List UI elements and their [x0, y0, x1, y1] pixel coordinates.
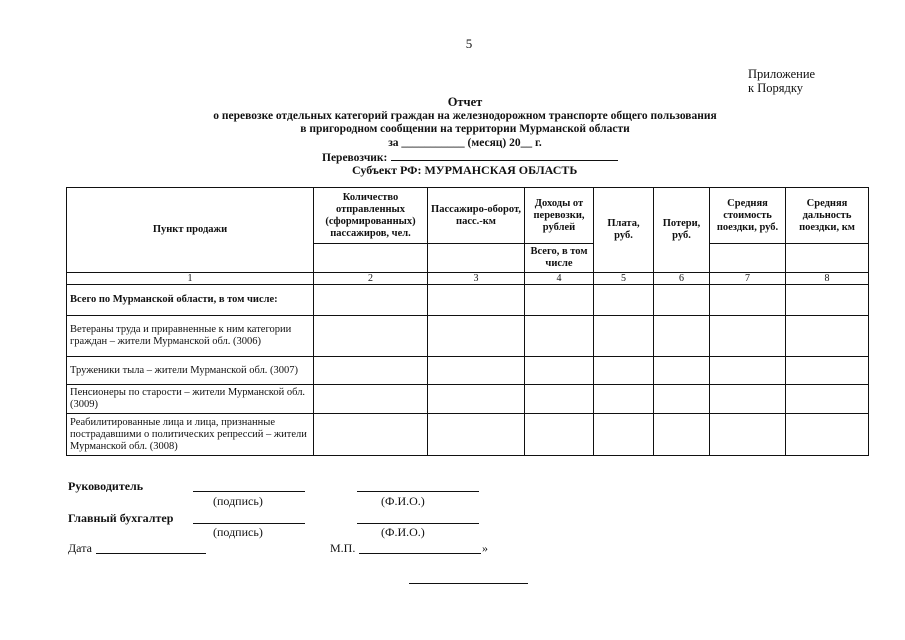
row-label: Ветераны труда и приравненные к ним категории граждан – жители Мурманской обл. (3006)	[67, 316, 314, 357]
carrier-blank-line	[391, 150, 618, 161]
col-number: 1	[67, 273, 314, 285]
title-line-1: Отчет	[447, 95, 483, 109]
table-row	[67, 285, 869, 316]
appendix-note	[748, 67, 815, 95]
row-label: Труженики тыла – жители Мурманской обл. (3007)	[67, 357, 314, 385]
header-turnover-sub	[428, 244, 525, 273]
title-line-4: за ___________ (месяц) 20__ г.	[388, 136, 542, 149]
carrier-label: Перевозчик:	[322, 152, 388, 164]
accountant-name-line	[357, 523, 479, 524]
header-fee: Плата, руб.	[594, 188, 654, 273]
stamp-line	[359, 553, 481, 554]
header-point: Пункт продажи	[67, 188, 314, 273]
head-name-hint: (Ф.И.О.)	[381, 494, 425, 508]
col-number: 4	[525, 273, 594, 285]
stamp-label: М.П.	[330, 541, 356, 555]
appendix-line-2: к Порядку	[748, 81, 803, 95]
col-number: 3	[428, 273, 525, 285]
head-name-line	[357, 491, 479, 492]
carrier-field	[322, 150, 618, 164]
header-count: Количество отправленных (сформированных) пассажиров, чел.	[314, 188, 428, 244]
row-label: Всего по Мурманской области, в том числе:	[67, 285, 314, 316]
header-count-sub	[314, 244, 428, 273]
accountant-name-hint: (Ф.И.О.)	[381, 525, 425, 539]
header-avg-cost-sub	[710, 244, 786, 273]
col-number: 6	[654, 273, 710, 285]
report-table	[66, 187, 869, 456]
table-row	[67, 414, 869, 456]
title-line-2: о перевозке отдельных категорий граждан на железнодорожном транспорте общего пользования	[213, 109, 717, 122]
table-row	[67, 316, 869, 357]
col-number: 7	[710, 273, 786, 285]
title-line-3: в пригородном сообщении на территории Мурманской области	[300, 123, 630, 135]
header-avg-cost: Средняя стоимость поездки, руб.	[710, 188, 786, 244]
col-number: 8	[786, 273, 869, 285]
subject-line: Субъект РФ: МУРМАНСКАЯ ОБЛАСТЬ	[352, 163, 578, 177]
head-signature-line	[193, 491, 305, 492]
date-label: Дата	[68, 541, 92, 555]
footer-rule	[409, 583, 528, 584]
table-row	[67, 385, 869, 414]
stamp-quote: »	[482, 541, 488, 555]
accountant-signature-line	[193, 523, 305, 524]
header-loss: Потери, руб.	[654, 188, 710, 273]
head-label: Руководитель	[68, 479, 144, 493]
header-income: Доходы от перевозки, рублей	[525, 188, 594, 244]
report-title	[180, 96, 750, 150]
accountant-signature-hint: (подпись)	[213, 525, 263, 539]
date-line	[96, 553, 206, 554]
page-number: 5	[465, 36, 473, 51]
col-number: 2	[314, 273, 428, 285]
header-avg-dist: Средняя дальность поездки, км	[786, 188, 869, 244]
row-label: Пенсионеры по старости – жители Мурманской обл. (3009)	[67, 385, 314, 414]
table-row	[67, 357, 869, 385]
head-signature-hint: (подпись)	[213, 494, 263, 508]
appendix-line-1: Приложение	[748, 67, 816, 81]
header-avg-dist-sub	[786, 244, 869, 273]
header-income-sub: Всего, в том числе	[525, 244, 594, 273]
header-turnover: Пассажиро-оборот, пасс.-км	[428, 188, 525, 244]
col-number: 5	[594, 273, 654, 285]
row-label: Реабилитированные лица и лица, признанные пострадавшими о политических репрессий – жители Мурманской обл. (3008)	[67, 414, 314, 456]
chief-accountant-label: Главный бухгалтер	[68, 511, 174, 525]
